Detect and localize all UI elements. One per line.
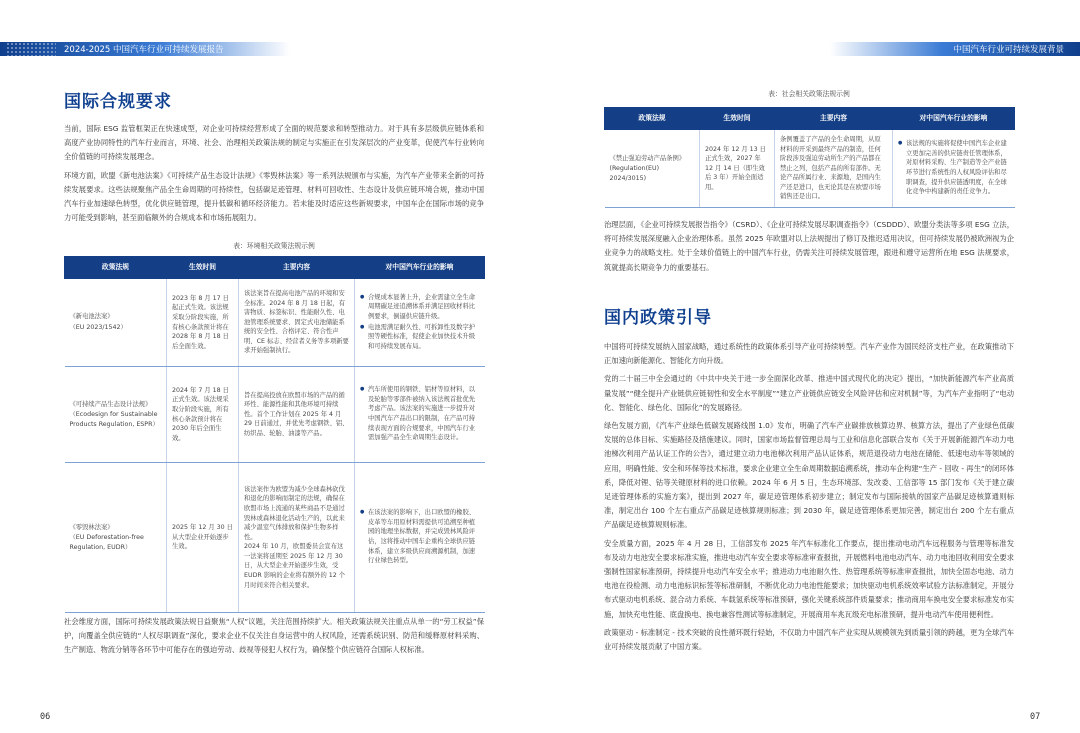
regulation-cell (65, 279, 167, 367)
impact-cell (355, 367, 485, 463)
table-header-cell: 政策法规 (65, 257, 167, 279)
regulation-name: 《可持续产品生态设计法规》 (69, 400, 152, 408)
regulation-name: 《禁止强迫劳动产品条例》 (609, 154, 686, 162)
social-regulation-table (604, 107, 1015, 208)
section-title-international: 国际合规要求 (64, 92, 172, 112)
regulation-code: (Regulation(EU) 2024/3015) (609, 165, 660, 182)
table-header-cell: 生效时间 (700, 108, 775, 130)
paragraph: 环境方面，欧盟《新电池法案》《可持续产品生态设计法规》《零毁林法案》等一系列法规颁布与实施，为汽车产业带来全新的可持续发展要求。这些法规聚焦产品全生命周期的可持续性，包括碳足迹管理、材料可回收性、生态设计及供应链环境合规，推动中国汽车行业加速绿色转型，优化供应链管理，提升低碳和循环经济能力。若未能及时适应这些新规要求，中国车企在国际市场的竞争力可能受到影响，甚至面临额外的合规成本和市场拓展阻力。 (64, 170, 484, 223)
page-number-right: 07 (1030, 712, 1041, 722)
regulation-code: （EU Deforestation-free Regulation, EUDR） (69, 534, 144, 551)
table-header-cell: 主要内容 (775, 108, 893, 130)
table-header-cell: 对中国汽车行业的影响 (893, 108, 1015, 130)
paragraph: 中国将可持续发展纳入国家战略，通过系统性的政策体系引导产业可持续转型。汽车产业作为国民经济支柱产业，在政策推动下正加速向新能源化、智能化方向升级。 (604, 342, 1014, 366)
left-intro-text (64, 122, 484, 229)
table-header-row (65, 257, 485, 279)
table-header-row (605, 108, 1015, 130)
regulation-name: 《零毁林法案》 (69, 523, 114, 531)
table-row (605, 130, 1015, 208)
content-cell: 该法案旨在提高电池产品的环境和安全标准。2024 年 8 月 18 日起，有害物质、标签标识、性能耐久性、电池管理系统要求、固定式电池储能系统的安全性、合格评定、符合性声明、CE 标志、经营者义务等多项新要求开始强制执行。 (239, 279, 355, 367)
paragraph: 安全质量方面，2025 年 4 月 28 日，工信部发布 2025 年汽车标准化工作要点，提出推动电动汽车远程服务与管理等标准发布及动力电池安全要求标准实施，推进电动汽车安全要求等标准审查报批，开展燃料电池电动汽车、动力电池回收利用安全要求强制性国家标准预研，持续提升电动汽车安全水平；推进动力电池耐久性、热管理系统等标准审查报批，加快全固态电池、动力电池在役检测、动力电池标识标签等标准研制，不断优化动力电池性能要求；加快驱动电机系统效率试验方法标准制定，开展分布式驱动电机系统、混合动力系统、车载氢系统等标准预研，强化关键系统部件质量要求；推动商用车换电安全要求标准发布实施，加快充电性能、底盘换电、换电兼容性测试等标准制定，开展商用车兆瓦级充电标准预研，提升电动汽车使用便利性。 (604, 538, 1014, 619)
regulation-cell (605, 130, 700, 208)
header-dot-pattern (6, 42, 56, 56)
impact-item: ● 在该法案的影响下，出口欧盟的橡胶、皮革等车用原材料需提供可追溯至种植园的地理坐标数据，并完成毁林风险评估，这将推动中国车企重构全球供应链体系，建立多级供应商溯源机制，加速行业绿色转型。 (368, 508, 480, 566)
right-header-title: 中国汽车行业可持续发展背景 (953, 45, 1064, 55)
left-header-title: 2024-2025 中国汽车行业可持续发展报告 (64, 45, 224, 55)
regulation-name: 《新电池法案》 (69, 313, 114, 321)
regulation-cell (65, 463, 167, 613)
table-header-cell: 生效时间 (167, 257, 239, 279)
impact-item: ● 该法规的实施将促使中国汽车企业建立更加完善的供应链责任管理体系，对原材料采购、生产制造等全产业链环节进行系统性的人权风险评估和尽职调查，提升供应链透明度，在全球化竞争中构建新的责任竞争力。 (906, 139, 1010, 197)
impact-cell (893, 130, 1015, 208)
paragraph: 党的二十届三中全会通过的《中共中央关于进一步全面深化改革、推进中国式现代化的决定》提出，“加快新能源汽车产业高质量发展”“健全提升产业链供应链韧性和安全水平制度”“建立产业链供应链安全风险评估和应对机制”等，为汽车产业指明了“电动化、智能化、绿色化、国际化”的发展路径。 (604, 374, 1014, 412)
right-page (540, 0, 1080, 733)
regulation-code: （EU 2023/1542） (69, 324, 127, 331)
impact-item: ● 汽车所使用的钢铁、铝材等原材料，以及轮胎等零部件被纳入该法规首批优先考虑产品。该法案的实施进一步提升对中国汽车产品出口的限制，在产品可持续表现方面的合规要求，中国汽车行业需加强产品全生命周期生态设计。 (368, 385, 480, 443)
paragraph: 政策驱动 - 标准制定 - 技术突破的良性循环既行轻始，不仅助力中国汽车产业实现从规模领先到质量引领的跨越，更为全球汽车业可持续发展贡献了中国方案。 (604, 627, 1014, 652)
table-row (65, 463, 485, 613)
page-number-left: 06 (40, 712, 51, 722)
effective-time-cell: 2025 年 12 月 30 日从大型企业开始逐步生效。 (167, 463, 239, 613)
content-cell: 该法案作为欧盟为减少全球森林砍伐和退化的影响而制定的法规，确保在欧盟市场上流通的某些商品不是通过毁林或森林退化活动生产的，以此来减少温室气体排放和保护生物多样性。 2024 年 10 月，欧盟委员会宣布这一法案将延期至 2025 年 12 月 30 日，从大型企业开始逐步生效，受 EUDR 影响的企业将有额外的 12 个月时间来符合相关要求。 (239, 463, 355, 613)
section-title-domestic: 国内政策引导 (604, 308, 712, 328)
content-cell: 旨在提高投放在欧盟市场的产品的循环性、能源性能和其他环境可持续性。首个工作计划在 2025 年 4 月 29 日前通过，并优先考虑钢铁、铝、纺织品、轮胎、油漆等产品。 (239, 367, 355, 463)
effective-time-cell: 2024 年 12 月 13 日正式生效，2027 年 12 月 14 日（即生效后 3 年）开始全面适用。 (700, 130, 775, 208)
impact-item: ● 合规成本显著上升，企业需建立全生命周期碳足迹追溯体系并满足回收材料比例要求，倒逼供应链升级。 (368, 293, 480, 322)
table-header-cell: 主要内容 (239, 257, 355, 279)
paragraph: 社会维度方面，国际可持续发展政策法规日益聚焦“人权”议题，关注范围持续扩大。相关政策法规关注重点从单一的“劳工权益”保护，向覆盖全供应链的“人权尽职调查”深化，要求企业不仅关注自身运营中的人权风险，还需系统识别、防范和缓释原材料采购、生产制造、物流分销等各环节中可能存在的强迫劳动、歧视等侵犯人权行为，确保整个供应链符合国际人权标准。 (64, 617, 484, 655)
content-cell: 条例覆盖了产品的全生命周期，从原材料的开采到最终产品的制造，任何阶段涉及强迫劳动所生产的产品都在禁止之列，包括产品的所有部件。无论产品所属行业、来源地，是国内生产还是进口，也无论其是在欧盟市场销售还是出口。 (775, 130, 893, 208)
impact-item: ● 电池需满足耐久性、可拆卸性及数字护照等硬性标准，促使企业加快技术升级和可持续发展布局。 (368, 323, 480, 352)
table-header-cell: 政策法规 (605, 108, 700, 130)
domestic-policy-text (604, 340, 1014, 658)
paragraph: 当前，国际 ESG 监管框架正在快速成型，对企业可持续经营形成了全面的规范要求和转型推动力。对于具有多层级供应链体系和高度产业协同特性的汽车行业而言，环境、社会、治理相关政策法规的制定与实施正在引发深层次的产业变革，促使汽车行业转向全价值链的可持续发展理念。 (64, 124, 484, 162)
env-regulation-table (64, 256, 485, 613)
social-table-caption: 表：社会相关政策法规示例 (768, 90, 850, 98)
impact-cell (355, 279, 485, 367)
effective-time-cell: 2023 年 8 月 17 日起正式生效。该法规采取分阶段实施，所有核心条款预计将在 2028 年 8 月 18 日后全面生效。 (167, 279, 239, 367)
table-row (65, 279, 485, 367)
table-row (65, 367, 485, 463)
regulation-cell (65, 367, 167, 463)
table-header-cell: 对中国汽车行业的影响 (355, 257, 485, 279)
paragraph: 绿色发展方面，《汽车产业绿色低碳发展路线图 1.0》发布，明确了汽车产业碳排放核算边界、核算方法，提出了产业绿色低碳发展的总体目标、实施路径及措施建议。同时，国家市场监督管理总局与工业和信息化部联合发布《关于开展新能源汽车动力电池梯次利用产品认证工作的公告》，通过建立动力电池梯次利用产品认证体系，规范退役动力电池在储能、低速电动车等领域的应用，明确性能、安全和环保等技术标准，要求企业建立全生命周期数据追溯系统，推动车企构建“生产 - 回收 - 再生”的闭环体系，降低对锂、钴等关键原材料的进口依赖。2024 年 6 月 5 日，生态环境部、发改委、工信部等 15 部门发布《关于建立碳足迹管理体系的实施方案》，提出到 2027 年，碳足迹管理体系初步建立；制定发布与国际接轨的国家产品碳足迹核算通则标准，制定出台 100 个左右重点产品碳足迹核算规则标准；到 2030 年，碳足迹管理体系更加完善，制定出台 200 个左右重点产品碳足迹核算规则标准。 (604, 421, 1014, 530)
env-table-caption: 表：环境相关政策法规示例 (233, 242, 315, 250)
governance-text (604, 218, 1014, 279)
effective-time-cell: 2024 年 7 月 18 日正式生效。该法规采取分阶段实施，所有核心条款预计将在 2030 年后全面生效。 (167, 367, 239, 463)
social-dimension-text (64, 615, 484, 662)
impact-cell (355, 463, 485, 613)
paragraph: 治理层面，《企业可持续发展报告指令》（CSRD）、《企业可持续发展尽职调查指令》（CSDDD）、欧盟分类法等多项 ESG 立法，将可持续发展深度融入企业治理体系。虽然 2025 年欧盟对以上法规提出了修订及推迟适用决议，但可持续发展仍被欧洲视为企业竞争力的战略支柱。处于全球价值链上的中国汽车行业，仍需关注可持续发展管理，跟进和遵守运营所在地 ESG 法规要求，筑就提高长期竞争力的重要基石。 (604, 220, 1014, 272)
regulation-code: （Ecodesign for Sustainable Products Regulation, ESPR） (69, 411, 159, 428)
right-header-bar (830, 42, 1080, 56)
